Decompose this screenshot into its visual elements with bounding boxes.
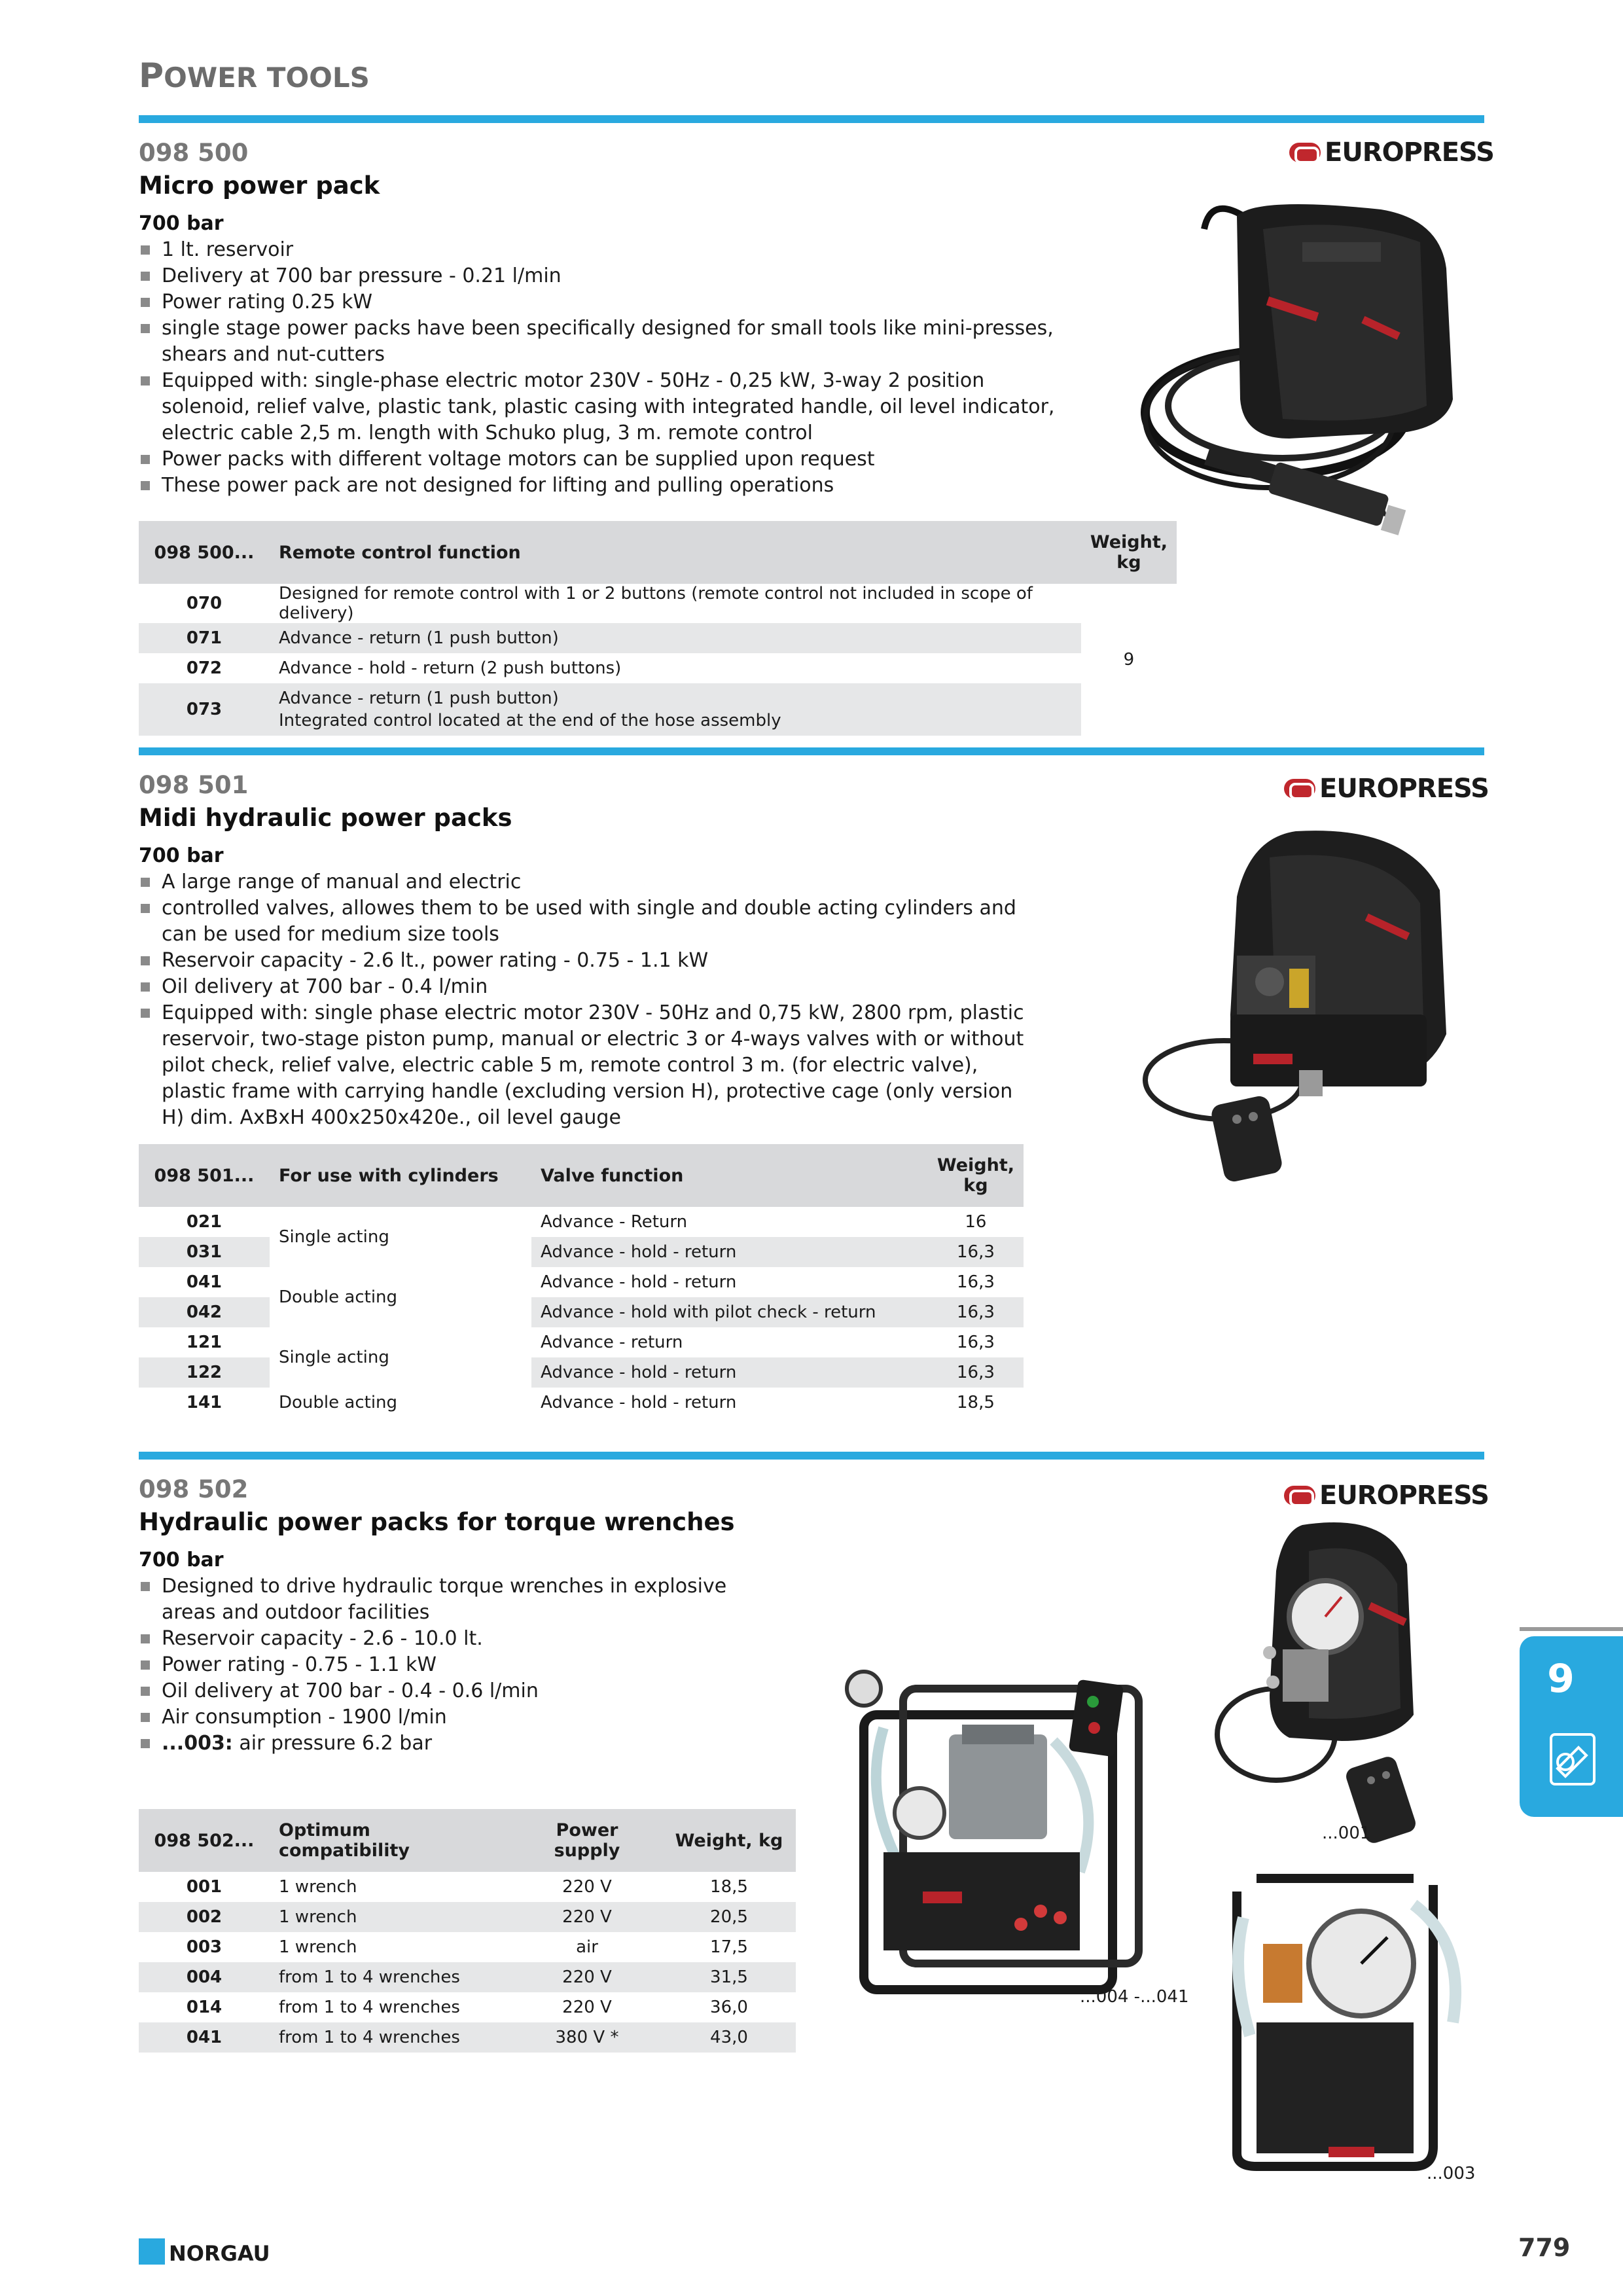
row-weight: 16,3 (928, 1357, 1024, 1388)
column-header: For use with cylinders (270, 1144, 531, 1207)
table-row (139, 1992, 796, 2022)
column-header: 098 502... (139, 1809, 270, 1872)
row-valve: Advance - hold with pilot check - return (531, 1297, 928, 1327)
row-code: 001 (186, 1877, 223, 1897)
table-row (139, 1962, 796, 1992)
row-power: 220 V (562, 1998, 612, 2017)
row-power: 220 V (562, 1877, 612, 1897)
list-item: Oil delivery at 700 bar - 0.4 l/min (139, 974, 1029, 1000)
column-header: Weight, kg (1081, 521, 1177, 584)
row-weight: 20,5 (662, 1902, 796, 1932)
row-code: 072 (186, 658, 223, 678)
table-row (139, 1207, 1024, 1237)
product-code: 098 501 (139, 771, 249, 799)
chapter-number: 9 (1547, 1656, 1575, 1702)
row-valve: Advance - Return (541, 1212, 688, 1232)
list-item: Oil delivery at 700 bar - 0.4 - 0.6 l/min (139, 1678, 728, 1704)
table-row (139, 1327, 1024, 1357)
row-weight: 43,0 (662, 2022, 796, 2053)
list-item: These power pack are not designed for lifting and pulling operations (139, 473, 1055, 499)
product-code: 098 502 (139, 1475, 249, 1503)
row-compat: 1 wrench (279, 1937, 357, 1957)
list-item: 1 lt. reservoir (139, 237, 1055, 263)
row-power: 220 V (512, 1962, 662, 1992)
pressure-label: 700 bar (139, 212, 224, 235)
row-compat: 1 wrench (270, 1902, 512, 1932)
torque-power-pack-001-image (1211, 1512, 1486, 1852)
midi-power-pack-image (1132, 818, 1499, 1185)
section-divider (139, 1452, 1484, 1460)
list-item: Reservoir capacity - 2.6 lt., power rating - 0.75 - 1.1 kW (139, 948, 1029, 974)
image-caption: ...004 -...041 (1080, 1987, 1189, 2007)
table-row (139, 1388, 1024, 1418)
row-function: Designed for remote control with 1 or 2 buttons (remote control not included in scope of delivery) (279, 584, 1033, 623)
list-item: Power rating - 0.75 - 1.1 kW (139, 1652, 728, 1678)
row-code: 041 (139, 2022, 270, 2053)
footer-brand-mark-icon (139, 2238, 165, 2265)
row-code: 042 (139, 1297, 270, 1327)
torque-power-pack-003-image (1217, 1865, 1479, 2173)
side-tab-rule (1520, 1627, 1623, 1631)
column-header: Weight, kg (928, 1144, 1024, 1207)
row-compat: 1 wrench (279, 1877, 357, 1897)
row-compat: from 1 to 4 wrenches (270, 1962, 512, 1992)
row-valve: Advance - hold - return (541, 1272, 737, 1292)
feature-list (139, 869, 1029, 1131)
row-weight: 31,5 (662, 1962, 796, 1992)
row-code: 073 (139, 683, 270, 736)
europress-logo: EUROPRESS (1284, 774, 1489, 804)
product-title: Midi hydraulic power packs (139, 804, 512, 832)
list-item: Equipped with: single-phase electric motor 230V - 50Hz - 0,25 kW, 3-way 2 position solenoid, relief valve, plastic tank, plastic casing with integrated handle, oil level indicator, electric cable 2,5 m. length with Schuko plug, 3 m. remote control (139, 368, 1055, 446)
row-code: 071 (139, 623, 270, 653)
column-header: 098 500... (139, 521, 270, 584)
pressure-label: 700 bar (139, 844, 224, 867)
column-header: Power supply (512, 1809, 662, 1872)
row-valve: Advance - hold - return (531, 1237, 928, 1267)
table-row (139, 1267, 1024, 1297)
list-item: ...003: air pressure 6.2 bar (139, 1731, 728, 1757)
grinder-icon (1550, 1733, 1596, 1785)
pressure-label: 700 bar (139, 1549, 224, 1571)
list-item: Air consumption - 1900 l/min (139, 1704, 728, 1731)
row-cylinder: Double acting (279, 1393, 398, 1412)
table-row (139, 1902, 796, 1932)
feature-list (139, 1573, 728, 1757)
table-row (139, 653, 1177, 683)
row-valve: Advance - return (541, 1333, 683, 1352)
row-code: 031 (139, 1237, 270, 1267)
table-098-500 (139, 521, 1177, 736)
section-divider (139, 115, 1484, 123)
table-row (139, 1872, 796, 1902)
table-row (139, 623, 1177, 653)
row-weight: 16 (965, 1212, 987, 1232)
table-098-501 (139, 1144, 1024, 1418)
europress-logo: EUROPRESS (1284, 1480, 1489, 1511)
page-title-rest: OWER TOOLS (164, 62, 370, 94)
column-header: Optimum compatibility (270, 1809, 512, 1872)
row-weight: 17,5 (710, 1937, 748, 1957)
column-header: 098 501... (139, 1144, 270, 1207)
row-weight: 9 (1123, 650, 1135, 670)
table-row (139, 683, 1177, 736)
row-weight: 36,0 (710, 1998, 748, 2017)
row-code: 004 (139, 1962, 270, 1992)
row-code: 021 (186, 1212, 223, 1232)
row-valve: Advance - hold - return (531, 1357, 928, 1388)
row-compat: from 1 to 4 wrenches (270, 2022, 512, 2053)
row-cylinder: Double acting (279, 1287, 398, 1307)
list-item: Delivery at 700 bar pressure - 0.21 l/min (139, 263, 1055, 289)
row-weight: 16,3 (957, 1272, 995, 1292)
micro-power-pack-image (1132, 190, 1499, 543)
page-title (139, 56, 370, 96)
row-code: 122 (139, 1357, 270, 1388)
row-code: 070 (186, 594, 223, 613)
row-code: 003 (186, 1937, 223, 1957)
column-header: Weight, kg (662, 1809, 796, 1872)
europress-logo: EUROPRESS (1289, 137, 1494, 168)
europress-mark-icon (1284, 1486, 1315, 1505)
list-item: A large range of manual and electric (139, 869, 1029, 895)
list-item: Designed to drive hydraulic torque wrenches in explosive areas and outdoor facilities (139, 1573, 728, 1626)
section-divider (139, 747, 1484, 755)
row-weight: 16,3 (957, 1333, 995, 1352)
image-caption: ...001 (1322, 1823, 1371, 1843)
column-header: Remote control function (270, 521, 1081, 584)
europress-mark-icon (1289, 143, 1321, 162)
row-function: Advance - return (1 push button) Integrated control located at the end of the hose assembly (270, 683, 1081, 736)
column-header: Valve function (531, 1144, 928, 1207)
table-098-502 (139, 1809, 796, 2053)
row-code: 002 (139, 1902, 270, 1932)
product-title: Hydraulic power packs for torque wrenches (139, 1508, 735, 1536)
list-item: Power rating 0.25 kW (139, 289, 1055, 315)
row-weight: 16,3 (928, 1237, 1024, 1267)
row-cylinder: Single acting (279, 1227, 389, 1247)
product-code: 098 500 (139, 139, 249, 167)
page-title-initial: P (139, 56, 164, 96)
row-code: 121 (186, 1333, 223, 1352)
row-code: 014 (186, 1998, 223, 2017)
feature-list (139, 237, 1055, 499)
row-code: 141 (186, 1393, 223, 1412)
page-number: 779 (1518, 2233, 1571, 2262)
row-power: air (576, 1937, 598, 1957)
europress-mark-icon (1284, 779, 1315, 798)
row-weight: 18,5 (957, 1393, 995, 1412)
list-item: Power packs with different voltage motors can be supplied upon request (139, 446, 1055, 473)
row-weight: 18,5 (710, 1877, 748, 1897)
row-cylinder: Single acting (279, 1348, 389, 1367)
torque-power-pack-frame-image (844, 1662, 1185, 2029)
chapter-tab[interactable] (1520, 1636, 1623, 1817)
list-item: single stage power packs have been specifically designed for small tools like mini-presses, shears and nut-cutters (139, 315, 1055, 368)
row-code: 041 (186, 1272, 223, 1292)
image-caption: ...003 (1427, 2164, 1476, 2183)
list-item: controlled valves, allowes them to be used with single and double acting cylinders and can be used for medium size tools (139, 895, 1029, 948)
product-title: Micro power pack (139, 171, 380, 200)
row-weight: 16,3 (928, 1297, 1024, 1327)
table-row (139, 584, 1177, 623)
row-function: Advance - hold - return (2 push buttons) (279, 658, 622, 678)
row-compat: from 1 to 4 wrenches (279, 1998, 460, 2017)
row-function: Advance - return (1 push button) (270, 623, 1081, 653)
row-valve: Advance - hold - return (541, 1393, 737, 1412)
footer-brand: NORGAU (169, 2241, 270, 2266)
table-row (139, 1932, 796, 1962)
row-power: 220 V (512, 1902, 662, 1932)
row-power: 380 V * (512, 2022, 662, 2053)
list-item: Equipped with: single phase electric motor 230V - 50Hz and 0,75 kW, 2800 rpm, plastic reservoir, two-stage piston pump, manual or electric 3 or 4-ways valves with or without pilot check, relief valve, electric cable 5 m, remote control 3 m. (for electric valve), plastic frame with carrying handle (excluding version H), protective cage (only version H) dim. AxBxH 400x250x420e., oil level gauge (139, 1000, 1029, 1131)
list-item: Reservoir capacity - 2.6 - 10.0 lt. (139, 1626, 728, 1652)
table-row (139, 2022, 796, 2053)
